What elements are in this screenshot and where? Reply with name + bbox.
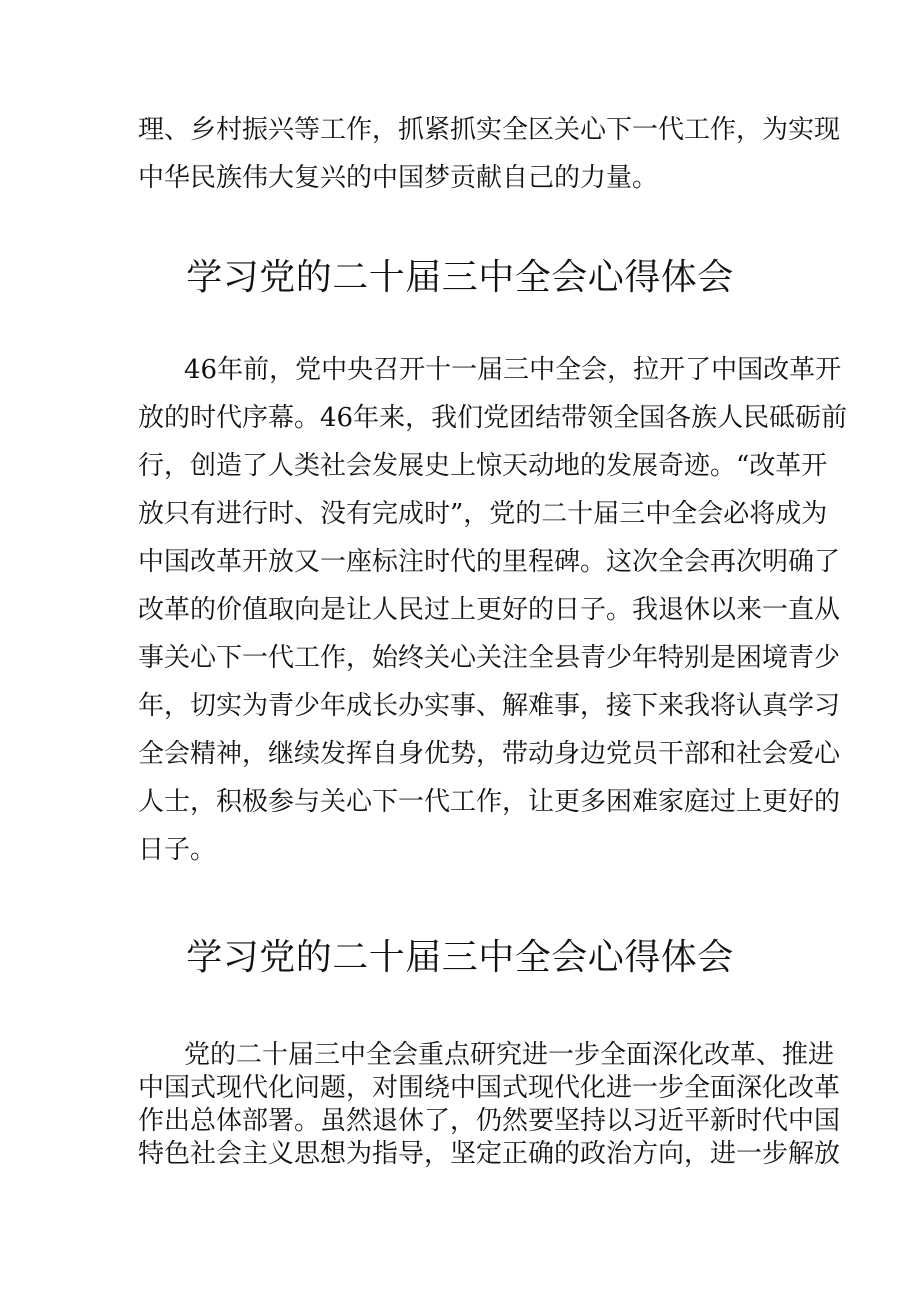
paragraph-line: 中华民族伟大复兴的中国梦贡献自己的力量。 (138, 163, 659, 193)
paragraph-line: 放的时代序幕。46年来，我们党团结带领全国各族人民砥砺前 (138, 403, 848, 433)
paragraph-line: 作出总体部署。虽然退休了，仍然要坚持以习近平新时代中国 (138, 1106, 841, 1136)
paragraph-line: 党的二十届三中全会重点研究进一步全面深化改革、推进 (184, 1040, 835, 1070)
paragraph-line: 中国改革开放又一座标注时代的里程碑。这次全会再次明确了 (138, 547, 841, 577)
paragraph-line: 46年前，党中央召开十一届三中全会，拉开了中国改革开 (184, 355, 842, 385)
section-title: 学习党的二十届三中全会心得体会 (186, 257, 734, 298)
paragraph-line: 特色社会主义思想为指导，坚定正确的政治方向，进一步解放 (138, 1139, 841, 1169)
paragraph-line: 全会精神，继续发挥自身优势，带动身边党员干部和社会爱心 (138, 739, 841, 769)
paragraph-line: 日子。 (138, 835, 217, 865)
paragraph-line: 放只有进行时、没有完成时”，党的二十届三中全会必将成为 (138, 499, 828, 529)
paragraph-line: 中国式现代化问题，对围绕中国式现代化进一步全面深化改革 (138, 1073, 841, 1103)
section-title: 学习党的二十届三中全会心得体会 (186, 937, 734, 978)
paragraph-line: 改革的价值取向是让人民过上更好的日子。我退休以来一直从 (138, 595, 841, 625)
paragraph-line: 理、乡村振兴等工作，抓紧抓实全区关心下一代工作，为实现 (138, 115, 841, 145)
paragraph-line: 年，切实为青少年成长办实事、解难事，接下来我将认真学习 (138, 691, 841, 721)
paragraph-line: 事关心下一代工作，始终关心关注全县青少年特别是困境青少 (138, 643, 841, 673)
paragraph-line: 人士，积极参与关心下一代工作，让更多困难家庭过上更好的 (138, 787, 841, 817)
paragraph-line: 行，创造了人类社会发展史上惊天动地的发展奇迹。“改革开 (138, 451, 828, 481)
